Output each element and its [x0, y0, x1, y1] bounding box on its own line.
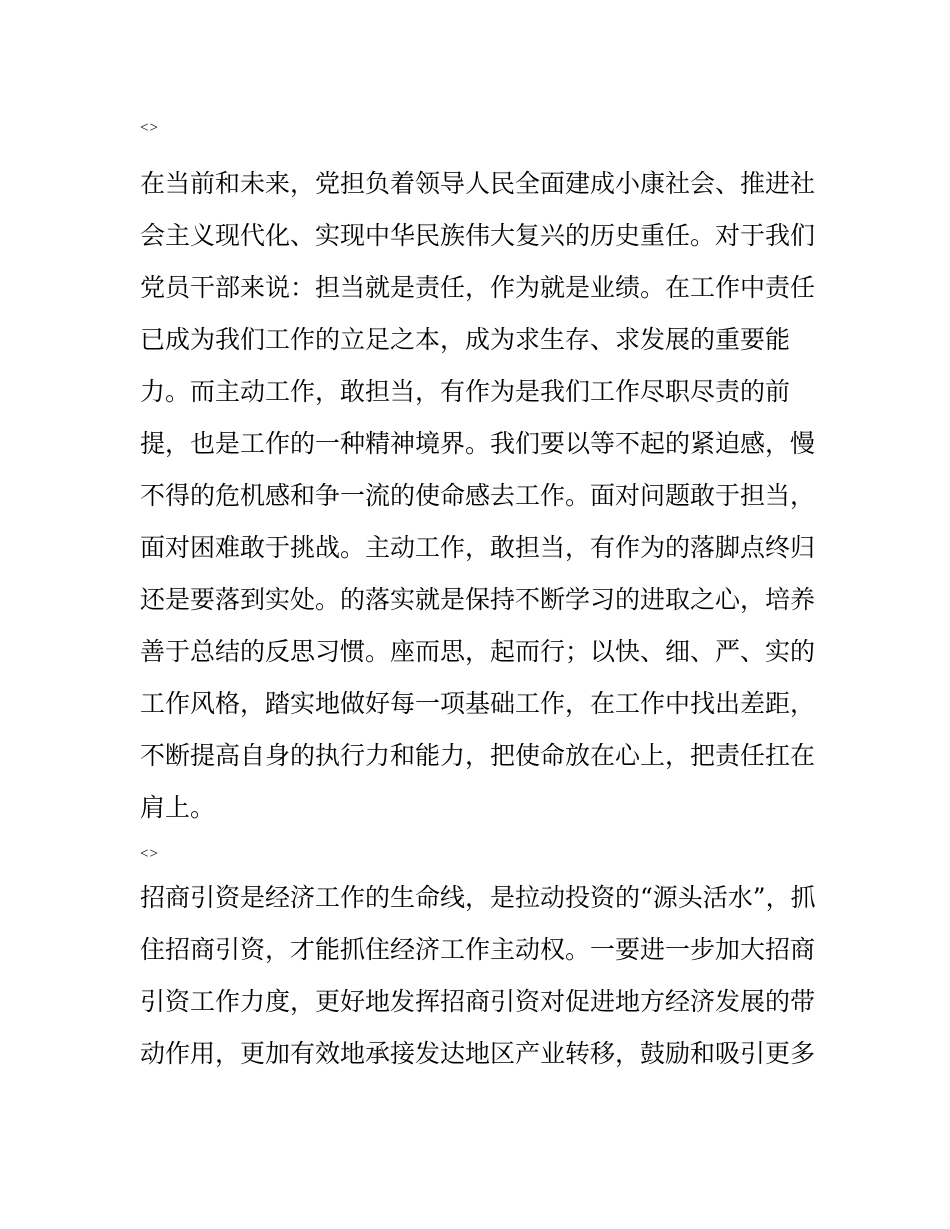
paragraph-line: 还是要落到实处。的落实就是保持不断学习的进取之心，培养	[140, 585, 816, 614]
paragraph-line: 肩上。	[140, 793, 216, 822]
paragraph-line: 提，也是工作的一种精神境界。我们要以等不起的紧迫感，慢	[140, 429, 816, 458]
paragraph-line: 动作用，更加有效地承接发达地区产业转移，鼓励和吸引更多	[140, 1039, 816, 1068]
paragraph-line: 住招商引资，才能抓住经济工作主动权。一要进一步加大招商	[140, 935, 816, 964]
paragraph-line: 不断提高自身的执行力和能力，把使命放在心上，把责任扛在	[140, 741, 816, 770]
paragraph-line: 工作风格，踏实地做好每一项基础工作，在工作中找出差距，	[140, 689, 816, 718]
paragraph-line: 会主义现代化、实现中华民族伟大复兴的历史重任。对于我们	[140, 221, 816, 250]
paragraph-line: 善于总结的反思习惯。座而思，起而行；以快、细、严、实的	[140, 637, 816, 666]
paragraph-line: 力。而主动工作，敢担当，有作为是我们工作尽职尽责的前	[140, 377, 791, 406]
section-marker: <>	[140, 120, 159, 136]
paragraph-line: 党员干部来说：担当就是责任，作为就是业绩。在工作中责任	[140, 273, 816, 302]
paragraph-line: 引资工作力度，更好地发挥招商引资对促进地方经济发展的带	[140, 987, 816, 1016]
paragraph-investment	[140, 872, 816, 1080]
paragraph-line: 面对困难敢于挑战。主动工作，敢担当，有作为的落脚点终归	[140, 533, 816, 562]
paragraph-line: 招商引资是经济工作的生命线，是拉动投资的“源头活水”，抓	[140, 883, 816, 912]
section-marker: <>	[140, 846, 159, 862]
document-page	[140, 112, 816, 1080]
paragraph-responsibility	[140, 158, 816, 834]
paragraph-line: 已成为我们工作的立足之本，成为求生存、求发展的重要能	[140, 325, 791, 354]
paragraph-line: 不得的危机感和争一流的使命感去工作。面对问题敢于担当，	[140, 481, 816, 510]
paragraph-line: 在当前和未来，党担负着领导人民全面建成小康社会、推进社	[140, 169, 816, 198]
